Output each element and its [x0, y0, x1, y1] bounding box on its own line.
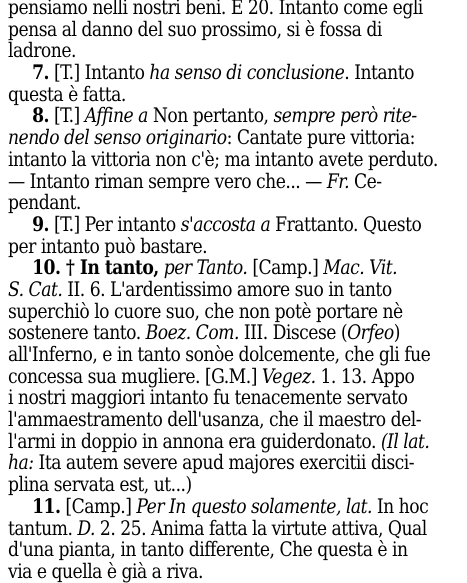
text-line: superchiò lo cuore suo, che non potè portare nè [8, 298, 403, 323]
text-line: — Intanto riman sempre vero che... — Fr. Ce- [8, 168, 382, 193]
text-line: questa è fatta. [8, 81, 126, 106]
text-line: 7. [T.] Intanto ha senso di conclusione. Intanto [32, 60, 414, 85]
text-line: nendo del senso originario: Cantate pure vittoria: [8, 125, 415, 150]
text-line: ladrone. [8, 38, 76, 63]
text-line: 8. [T.] Affine a Non pertanto, sempre però rite- [32, 103, 417, 128]
text-line: l'armi in doppio in annona era guiderdonato. (Il lat. [8, 428, 430, 453]
text-line: plina servata est, ut...) [8, 472, 192, 497]
text-line: 10. † In tanto, per Tanto. [Camp.] Mac. Vit. [32, 255, 398, 280]
text-line: pendant. [8, 190, 81, 215]
text-line: pensiamo nelli nostri beni. E 20. Intanto come egli [8, 0, 423, 19]
text-line: ha: Ita autem severe apud majores exercitii disci- [8, 450, 415, 475]
text-line: 9. [T.] Per intanto s'accosta a Frattanto. Questo [32, 211, 422, 236]
text-line: via e quella è già a riva. [8, 558, 203, 583]
text-line: d'una pianta, in tanto differente, Che questa è in [8, 537, 408, 562]
text-line: per intanto può bastare. [8, 233, 208, 258]
text-line: i nostri maggiori intanto fu tenacemente servato [8, 385, 408, 410]
text-line: intanto la vittoria non c'è; ma intanto avete perduto. [8, 146, 438, 171]
text-line: l'ammaestramento dell'usanza, che il maestro del- [8, 407, 422, 432]
text-line: S. Cat. II. 6. L'ardentissimo amore suo in tanto [8, 276, 392, 301]
text-line: all'Inferno, e in tanto sonòe dolcemente, che gli fue [8, 342, 431, 366]
text-line: 11. [Camp.] Per In questo solamente, lat. In hoc [32, 493, 429, 518]
text-line: pensa al danno del suo prossimo, si è fossa di [8, 16, 382, 41]
text-line: sostenere tanto. Boez. Com. III. Discese (Orfeo) [8, 320, 400, 345]
text-line: concessa sua mugliere. [G.M.] Vegez. 1. 13. Appo [8, 363, 415, 388]
text-line: tantum. D. 2. 25. Anima fatta la virtute attiva, Qual [8, 515, 427, 540]
